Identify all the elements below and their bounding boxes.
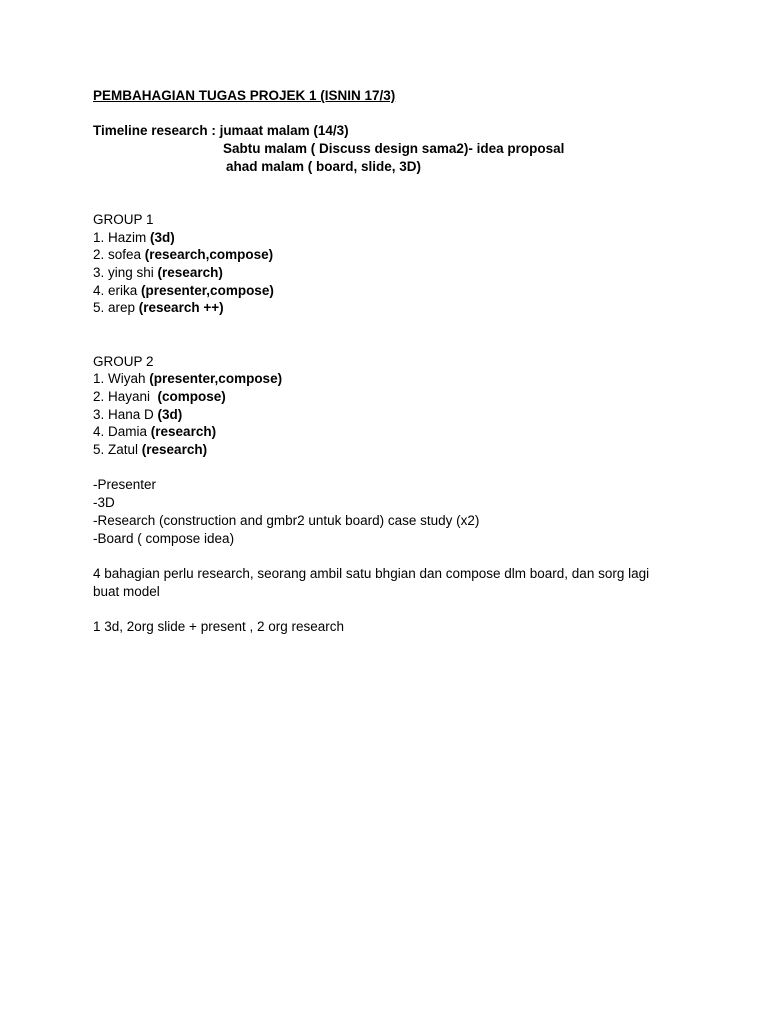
member-line: [93, 388, 693, 406]
member-line: [93, 282, 693, 300]
task-item: -Board ( compose idea): [93, 530, 235, 546]
document-page: [93, 87, 693, 636]
group-1: [93, 211, 693, 317]
member-line: [93, 370, 693, 388]
member-line: [93, 299, 693, 317]
document-title: PEMBAHAGIAN TUGAS PROJEK 1 (ISNIN 17/3): [93, 88, 396, 103]
member-name: 1. Wiyah: [93, 371, 150, 387]
member-role: (research ++): [138, 300, 224, 316]
member-role: (research): [150, 424, 217, 440]
member-role: (3d): [157, 406, 183, 422]
paragraph-summary: 1 3d, 2org slide + present , 2 org research: [93, 619, 345, 634]
member-role: (presenter,compose): [141, 282, 274, 298]
member-name: 5. Zatul: [93, 442, 142, 458]
member-line: [93, 423, 693, 441]
member-name: 5. arep: [93, 300, 139, 316]
paragraph-division: 4 bahagian perlu research, seorang ambil satu bhgian dan compose dlm board, dan sorg lagi buat model: [93, 565, 650, 599]
member-name: 4. Damia: [93, 424, 151, 440]
member-name: 2. sofea: [93, 247, 145, 263]
group-heading: GROUP 1: [93, 211, 154, 227]
member-role: (research): [157, 265, 223, 280]
task-item: -Research (construction and gmbr2 untuk board) case study (x2): [93, 512, 480, 528]
member-name: 1. Hazim: [93, 229, 151, 245]
member-line: [93, 229, 693, 247]
group-2: [93, 353, 693, 459]
member-name: 3. Hana D: [93, 406, 158, 422]
task-item: -3D: [93, 495, 115, 511]
task-item: -Presenter: [93, 477, 157, 493]
member-line: [93, 264, 693, 282]
member-role: (compose): [157, 388, 226, 404]
member-line: [93, 406, 693, 424]
member-role: (research): [141, 442, 208, 458]
timeline-section: [93, 122, 693, 175]
timeline-line-3: ahad malam ( board, slide, 3D): [226, 158, 422, 174]
member-name: 4. erika: [93, 282, 142, 298]
timeline-line-2: Sabtu malam ( Discuss design sama2)- idea proposal: [223, 141, 565, 157]
member-role: (presenter,compose): [149, 371, 283, 387]
timeline-line-1: Timeline research : jumaat malam (14/3): [93, 123, 349, 139]
task-list: [93, 476, 693, 547]
group-heading: GROUP 2: [93, 353, 154, 369]
member-line: [93, 246, 693, 264]
member-role: (research,compose): [144, 247, 274, 263]
member-line: [93, 441, 693, 459]
member-name: 3. ying shi: [93, 265, 158, 280]
member-role: (3d): [150, 229, 175, 245]
member-name: 2. Hayani: [93, 388, 158, 404]
